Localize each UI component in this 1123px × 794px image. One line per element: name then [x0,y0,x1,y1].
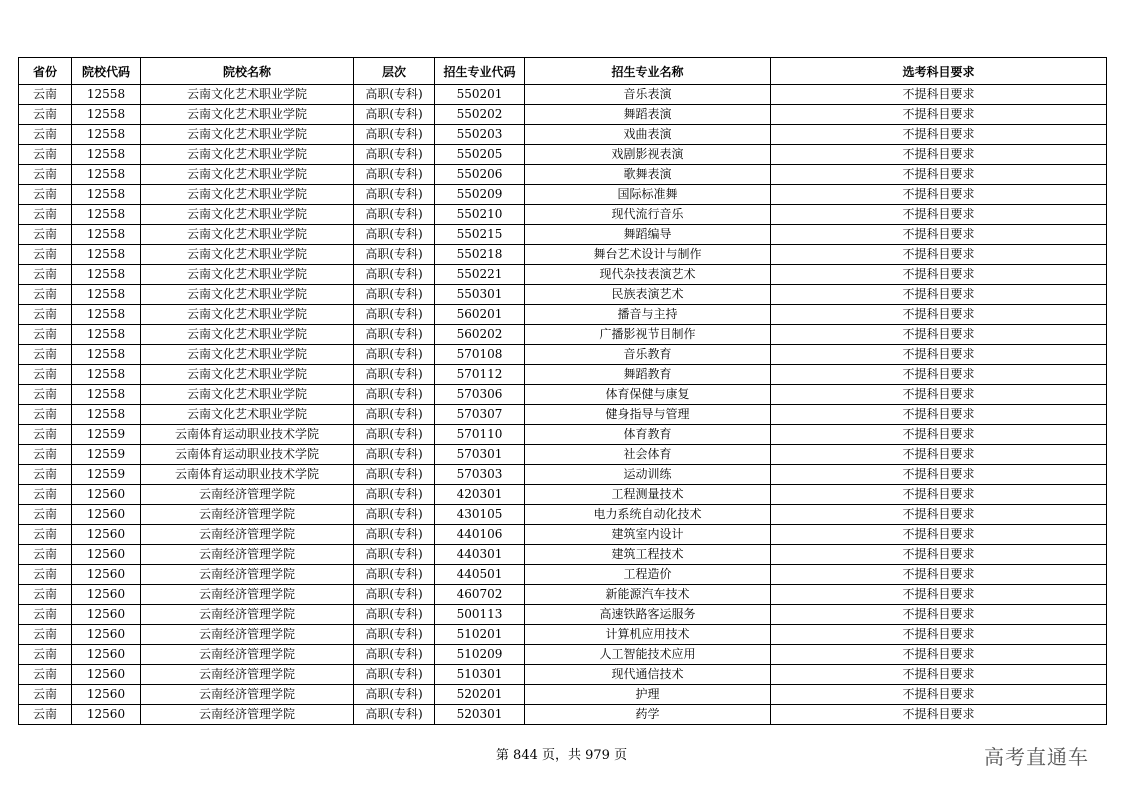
cell-major-name: 现代杂技表演艺术 [525,265,771,285]
cell-subject-requirement: 不提科目要求 [771,665,1107,685]
cell-province: 云南 [19,605,72,625]
cell-major-name: 护理 [525,685,771,705]
cell-province: 云南 [19,685,72,705]
cell-school-name: 云南文化艺术职业学院 [141,305,354,325]
cell-major-name: 戏曲表演 [525,125,771,145]
cell-school-name: 云南文化艺术职业学院 [141,125,354,145]
cell-level: 高职(专科) [354,405,435,425]
cell-province: 云南 [19,445,72,465]
cell-major-code: 550209 [435,185,525,205]
table-row [19,345,1107,365]
cell-level: 高职(专科) [354,385,435,405]
cell-school-name: 云南文化艺术职业学院 [141,265,354,285]
cell-major-name: 现代通信技术 [525,665,771,685]
cell-school-code: 12560 [72,485,141,505]
table-row [19,245,1107,265]
cell-province: 云南 [19,705,72,725]
cell-major-code: 550215 [435,225,525,245]
cell-province: 云南 [19,465,72,485]
cell-school-code: 12558 [72,405,141,425]
cell-major-code: 550203 [435,125,525,145]
table-body [19,85,1107,725]
cell-school-name: 云南文化艺术职业学院 [141,145,354,165]
table-header-row [19,58,1107,85]
cell-school-name: 云南经济管理学院 [141,685,354,705]
cell-school-name: 云南文化艺术职业学院 [141,365,354,385]
cell-school-name: 云南经济管理学院 [141,705,354,725]
cell-major-code: 430105 [435,505,525,525]
cell-level: 高职(专科) [354,205,435,225]
cell-major-name: 戏剧影视表演 [525,145,771,165]
cell-school-name: 云南文化艺术职业学院 [141,205,354,225]
cell-province: 云南 [19,545,72,565]
cell-level: 高职(专科) [354,625,435,645]
cell-province: 云南 [19,125,72,145]
cell-school-code: 12558 [72,205,141,225]
cell-level: 高职(专科) [354,365,435,385]
cell-major-name: 广播影视节目制作 [525,325,771,345]
cell-school-code: 12558 [72,145,141,165]
cell-major-code: 550201 [435,85,525,105]
table-row [19,665,1107,685]
cell-level: 高职(专科) [354,265,435,285]
cell-province: 云南 [19,585,72,605]
cell-subject-requirement: 不提科目要求 [771,105,1107,125]
cell-school-code: 12558 [72,165,141,185]
cell-school-code: 12559 [72,425,141,445]
cell-school-code: 12560 [72,645,141,665]
table-row [19,305,1107,325]
cell-school-name: 云南文化艺术职业学院 [141,225,354,245]
table-row [19,565,1107,585]
cell-major-name: 计算机应用技术 [525,625,771,645]
cell-level: 高职(专科) [354,145,435,165]
cell-major-name: 建筑室内设计 [525,525,771,545]
cell-major-name: 健身指导与管理 [525,405,771,425]
cell-subject-requirement: 不提科目要求 [771,245,1107,265]
cell-province: 云南 [19,205,72,225]
cell-major-name: 歌舞表演 [525,165,771,185]
cell-province: 云南 [19,325,72,345]
watermark-logo-text: 高考直通车 [984,745,1089,769]
header-major-code: 招生专业代码 [435,58,525,85]
cell-province: 云南 [19,505,72,525]
cell-province: 云南 [19,345,72,365]
cell-major-code: 570110 [435,425,525,445]
cell-school-name: 云南文化艺术职业学院 [141,165,354,185]
cell-subject-requirement: 不提科目要求 [771,425,1107,445]
table-row [19,705,1107,725]
cell-school-code: 12558 [72,345,141,365]
cell-school-name: 云南经济管理学院 [141,605,354,625]
cell-school-name: 云南经济管理学院 [141,665,354,685]
table-row [19,265,1107,285]
cell-subject-requirement: 不提科目要求 [771,265,1107,285]
cell-major-code: 550218 [435,245,525,265]
cell-school-name: 云南经济管理学院 [141,645,354,665]
header-school-code: 院校代码 [72,58,141,85]
cell-school-code: 12560 [72,545,141,565]
cell-school-name: 云南体育运动职业技术学院 [141,445,354,465]
cell-major-code: 570108 [435,345,525,365]
cell-school-name: 云南经济管理学院 [141,565,354,585]
cell-level: 高职(专科) [354,485,435,505]
cell-major-name: 舞蹈编导 [525,225,771,245]
cell-level: 高职(专科) [354,465,435,485]
cell-level: 高职(专科) [354,665,435,685]
cell-school-code: 12559 [72,465,141,485]
cell-major-name: 药学 [525,705,771,725]
cell-subject-requirement: 不提科目要求 [771,305,1107,325]
cell-school-code: 12558 [72,185,141,205]
cell-level: 高职(专科) [354,225,435,245]
cell-major-name: 音乐表演 [525,85,771,105]
cell-school-name: 云南文化艺术职业学院 [141,105,354,125]
cell-subject-requirement: 不提科目要求 [771,565,1107,585]
cell-level: 高职(专科) [354,585,435,605]
cell-school-code: 12558 [72,325,141,345]
cell-school-code: 12560 [72,705,141,725]
cell-subject-requirement: 不提科目要求 [771,325,1107,345]
cell-major-name: 电力系统自动化技术 [525,505,771,525]
table-row [19,625,1107,645]
cell-major-code: 550221 [435,265,525,285]
cell-major-code: 510209 [435,645,525,665]
cell-major-code: 440301 [435,545,525,565]
cell-major-name: 舞蹈教育 [525,365,771,385]
cell-level: 高职(专科) [354,325,435,345]
cell-province: 云南 [19,85,72,105]
cell-school-code: 12560 [72,665,141,685]
cell-school-code: 12558 [72,105,141,125]
cell-school-code: 12560 [72,605,141,625]
cell-major-name: 播音与主持 [525,305,771,325]
cell-school-name: 云南文化艺术职业学院 [141,185,354,205]
cell-subject-requirement: 不提科目要求 [771,405,1107,425]
cell-province: 云南 [19,165,72,185]
cell-subject-requirement: 不提科目要求 [771,145,1107,165]
cell-province: 云南 [19,565,72,585]
cell-subject-requirement: 不提科目要求 [771,625,1107,645]
admissions-table [18,57,1107,725]
cell-level: 高职(专科) [354,285,435,305]
cell-major-code: 440501 [435,565,525,585]
table-row [19,165,1107,185]
cell-province: 云南 [19,525,72,545]
table-row [19,605,1107,625]
table-row [19,325,1107,345]
cell-major-code: 420301 [435,485,525,505]
cell-level: 高职(专科) [354,505,435,525]
cell-level: 高职(专科) [354,345,435,365]
cell-major-code: 440106 [435,525,525,545]
cell-province: 云南 [19,425,72,445]
cell-province: 云南 [19,185,72,205]
cell-subject-requirement: 不提科目要求 [771,605,1107,625]
cell-major-code: 550205 [435,145,525,165]
table-row [19,185,1107,205]
cell-level: 高职(专科) [354,305,435,325]
cell-level: 高职(专科) [354,85,435,105]
cell-school-name: 云南体育运动职业技术学院 [141,425,354,445]
table-row [19,645,1107,665]
cell-major-code: 560201 [435,305,525,325]
cell-subject-requirement: 不提科目要求 [771,185,1107,205]
cell-school-name: 云南文化艺术职业学院 [141,325,354,345]
table-row [19,365,1107,385]
cell-major-name: 音乐教育 [525,345,771,365]
cell-subject-requirement: 不提科目要求 [771,385,1107,405]
cell-subject-requirement: 不提科目要求 [771,705,1107,725]
cell-school-name: 云南文化艺术职业学院 [141,345,354,365]
cell-major-name: 人工智能技术应用 [525,645,771,665]
cell-subject-requirement: 不提科目要求 [771,585,1107,605]
table-row [19,405,1107,425]
table-row [19,225,1107,245]
cell-province: 云南 [19,665,72,685]
cell-major-code: 570306 [435,385,525,405]
cell-school-name: 云南文化艺术职业学院 [141,245,354,265]
table-row [19,585,1107,605]
cell-level: 高职(专科) [354,425,435,445]
cell-school-code: 12560 [72,625,141,645]
cell-major-name: 工程造价 [525,565,771,585]
cell-province: 云南 [19,285,72,305]
cell-level: 高职(专科) [354,125,435,145]
cell-school-code: 12559 [72,445,141,465]
cell-major-name: 运动训练 [525,465,771,485]
table-row [19,425,1107,445]
cell-province: 云南 [19,245,72,265]
cell-subject-requirement: 不提科目要求 [771,85,1107,105]
cell-school-name: 云南经济管理学院 [141,485,354,505]
cell-school-name: 云南经济管理学院 [141,625,354,645]
cell-subject-requirement: 不提科目要求 [771,685,1107,705]
cell-school-code: 12558 [72,265,141,285]
cell-major-name: 舞台艺术设计与制作 [525,245,771,265]
cell-province: 云南 [19,265,72,285]
cell-major-code: 570301 [435,445,525,465]
cell-school-code: 12558 [72,385,141,405]
header-level: 层次 [354,58,435,85]
header-province: 省份 [19,58,72,85]
cell-major-code: 560202 [435,325,525,345]
cell-level: 高职(专科) [354,245,435,265]
cell-school-name: 云南经济管理学院 [141,545,354,565]
cell-level: 高职(专科) [354,605,435,625]
cell-major-name: 建筑工程技术 [525,545,771,565]
cell-school-name: 云南经济管理学院 [141,505,354,525]
cell-school-code: 12560 [72,505,141,525]
cell-major-name: 国际标准舞 [525,185,771,205]
cell-major-code: 500113 [435,605,525,625]
header-subject-requirement: 选考科目要求 [771,58,1107,85]
cell-subject-requirement: 不提科目要求 [771,165,1107,185]
page-number: 第 844 页，共 979 页 [495,748,628,763]
cell-major-code: 510201 [435,625,525,645]
table-row [19,485,1107,505]
cell-school-name: 云南体育运动职业技术学院 [141,465,354,485]
table-row [19,685,1107,705]
cell-level: 高职(专科) [354,185,435,205]
cell-subject-requirement: 不提科目要求 [771,485,1107,505]
cell-major-code: 570307 [435,405,525,425]
cell-level: 高职(专科) [354,645,435,665]
cell-subject-requirement: 不提科目要求 [771,465,1107,485]
cell-subject-requirement: 不提科目要求 [771,125,1107,145]
cell-subject-requirement: 不提科目要求 [771,205,1107,225]
cell-major-name: 新能源汽车技术 [525,585,771,605]
cell-level: 高职(专科) [354,165,435,185]
cell-province: 云南 [19,305,72,325]
cell-school-name: 云南文化艺术职业学院 [141,385,354,405]
header-major-name: 招生专业名称 [525,58,771,85]
cell-subject-requirement: 不提科目要求 [771,545,1107,565]
cell-province: 云南 [19,365,72,385]
cell-subject-requirement: 不提科目要求 [771,445,1107,465]
cell-school-code: 12558 [72,245,141,265]
table-row [19,525,1107,545]
cell-major-code: 510301 [435,665,525,685]
table-row [19,205,1107,225]
cell-major-name: 社会体育 [525,445,771,465]
cell-level: 高职(专科) [354,445,435,465]
cell-school-code: 12560 [72,565,141,585]
cell-school-code: 12558 [72,85,141,105]
cell-school-name: 云南文化艺术职业学院 [141,85,354,105]
table-row [19,465,1107,485]
cell-major-name: 体育保健与康复 [525,385,771,405]
table-row [19,105,1107,125]
cell-major-name: 工程测量技术 [525,485,771,505]
table-row [19,285,1107,305]
cell-level: 高职(专科) [354,545,435,565]
cell-province: 云南 [19,385,72,405]
table-row [19,385,1107,405]
cell-province: 云南 [19,485,72,505]
cell-school-name: 云南经济管理学院 [141,525,354,545]
cell-major-name: 民族表演艺术 [525,285,771,305]
cell-major-name: 体育教育 [525,425,771,445]
cell-subject-requirement: 不提科目要求 [771,525,1107,545]
cell-province: 云南 [19,645,72,665]
cell-level: 高职(专科) [354,685,435,705]
cell-province: 云南 [19,105,72,125]
table-row [19,505,1107,525]
cell-school-code: 12560 [72,525,141,545]
cell-major-code: 550202 [435,105,525,125]
table-row [19,85,1107,105]
cell-major-code: 570303 [435,465,525,485]
cell-province: 云南 [19,625,72,645]
cell-major-name: 舞蹈表演 [525,105,771,125]
cell-subject-requirement: 不提科目要求 [771,365,1107,385]
cell-major-name: 高速铁路客运服务 [525,605,771,625]
cell-school-name: 云南文化艺术职业学院 [141,405,354,425]
cell-province: 云南 [19,405,72,425]
cell-level: 高职(专科) [354,105,435,125]
cell-subject-requirement: 不提科目要求 [771,225,1107,245]
table-row [19,445,1107,465]
cell-school-name: 云南文化艺术职业学院 [141,285,354,305]
cell-subject-requirement: 不提科目要求 [771,285,1107,305]
cell-subject-requirement: 不提科目要求 [771,505,1107,525]
cell-major-code: 520301 [435,705,525,725]
cell-school-code: 12558 [72,125,141,145]
cell-level: 高职(专科) [354,525,435,545]
cell-subject-requirement: 不提科目要求 [771,645,1107,665]
cell-school-code: 12558 [72,305,141,325]
cell-subject-requirement: 不提科目要求 [771,345,1107,365]
cell-province: 云南 [19,225,72,245]
cell-major-code: 550301 [435,285,525,305]
cell-school-code: 12560 [72,585,141,605]
table-row [19,125,1107,145]
header-school-name: 院校名称 [141,58,354,85]
cell-major-name: 现代流行音乐 [525,205,771,225]
cell-province: 云南 [19,145,72,165]
cell-school-code: 12558 [72,225,141,245]
table-row [19,545,1107,565]
cell-major-code: 550210 [435,205,525,225]
table-row [19,145,1107,165]
cell-major-code: 460702 [435,585,525,605]
cell-school-name: 云南经济管理学院 [141,585,354,605]
cell-level: 高职(专科) [354,565,435,585]
cell-major-code: 570112 [435,365,525,385]
cell-major-code: 550206 [435,165,525,185]
cell-level: 高职(专科) [354,705,435,725]
cell-school-code: 12558 [72,285,141,305]
cell-school-code: 12560 [72,685,141,705]
cell-school-code: 12558 [72,365,141,385]
cell-major-code: 520201 [435,685,525,705]
